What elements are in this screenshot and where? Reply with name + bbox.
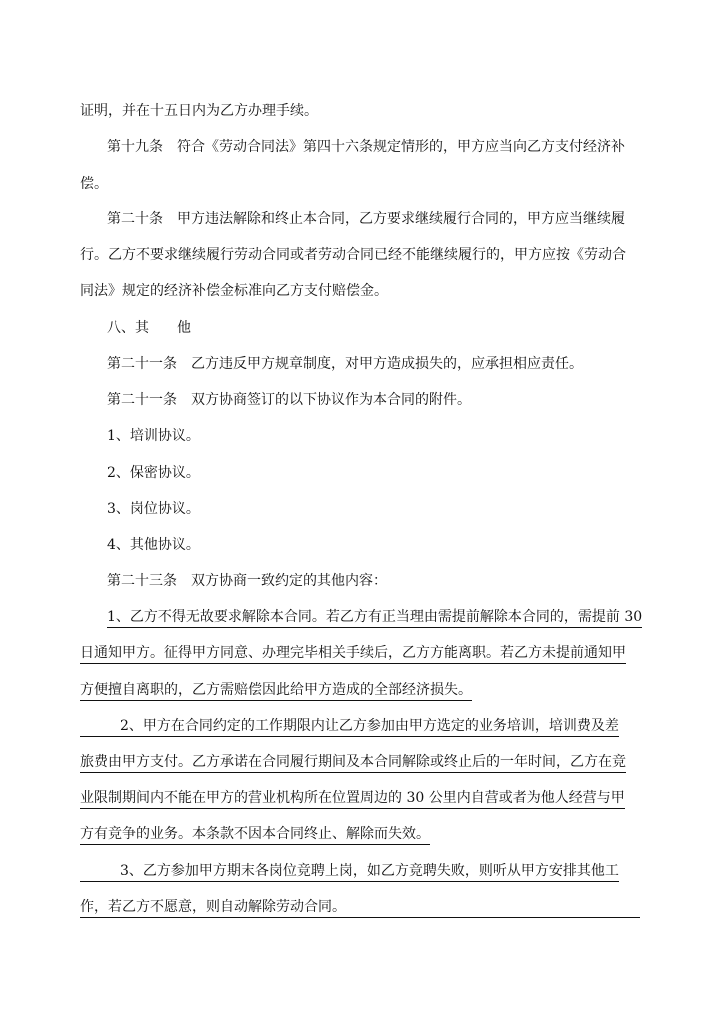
clause-3-line-1: 3、乙方参加甲方期末各岗位竞聘上岗，如乙方竞聘失败，则听从甲方安排其他工 xyxy=(0,861,720,881)
article-21-line: 第二十一条 乙方违反甲方规章制度，对甲方造成损失的，应承担相应责任。 xyxy=(107,356,583,372)
text-line: 同法》规定的经济补偿金标准向乙方支付赔偿金。 xyxy=(80,283,388,299)
clause-1-line-2: 日通知甲方。征得甲方同意、办理完毕相关手续后，乙方方能离职。若乙方未提前通知甲 xyxy=(0,643,720,663)
article-20-line-1: 第二十条 甲方违法解除和终止本合同，乙方要求继续履行合同的，甲方应当继续履 xyxy=(107,211,625,227)
list-item: 1、培训协议。 xyxy=(107,428,200,444)
article-21b-line: 第二十一条 双方协商签订的以下协议作为本合同的附件。 xyxy=(107,392,471,408)
clause-2-line-1: 2、甲方在合同约定的工作期限内让乙方参加由甲方选定的业务培训，培训费及差 xyxy=(0,716,720,736)
clause-1-line-3: 方便擅自离职的，乙方需赔偿因此给甲方造成的全部经济损失。 xyxy=(0,680,720,700)
list-item: 3、岗位协议。 xyxy=(107,501,200,517)
article-19-line-1: 第十九条 符合《劳动合同法》第四十六条规定情形的，甲方应当向乙方支付经济补 xyxy=(107,139,625,155)
text-line: 偿。 xyxy=(80,176,108,192)
clause-2-line-3: 业限制期间内不能在甲方的营业机构所在位置周边的 30 公里内自营或者为他人经营与甲 xyxy=(0,788,720,808)
clause-1-line-1: 1、乙方不得无故要求解除本合同。若乙方有正当理由需提前解除本合同的，需提前 30 xyxy=(0,607,720,627)
section-heading: 八、其 他 xyxy=(107,320,191,336)
text-line: 行。乙方不要求继续履行劳动合同或者劳动合同已经不能继续履行的，甲方应按《劳动合 xyxy=(80,247,626,263)
clause-2-line-2: 旅费由甲方支付。乙方承诺在合同履行期间及本合同解除或终止后的一年时间，乙方在竞 xyxy=(0,752,720,772)
clause-2-line-4: 方有竞争的业务。本条款不因本合同终止、解除而失效。 xyxy=(0,824,720,844)
clause-3-line-2: 作，若乙方不愿意，则自动解除劳动合同。 xyxy=(0,897,720,917)
list-item: 2、保密协议。 xyxy=(107,465,200,481)
list-item: 4、其他协议。 xyxy=(107,537,200,553)
article-23-line: 第二十三条 双方协商一致约定的其他内容： xyxy=(107,573,387,589)
text-line: 证明，并在十五日内为乙方办理手续。 xyxy=(80,103,318,119)
